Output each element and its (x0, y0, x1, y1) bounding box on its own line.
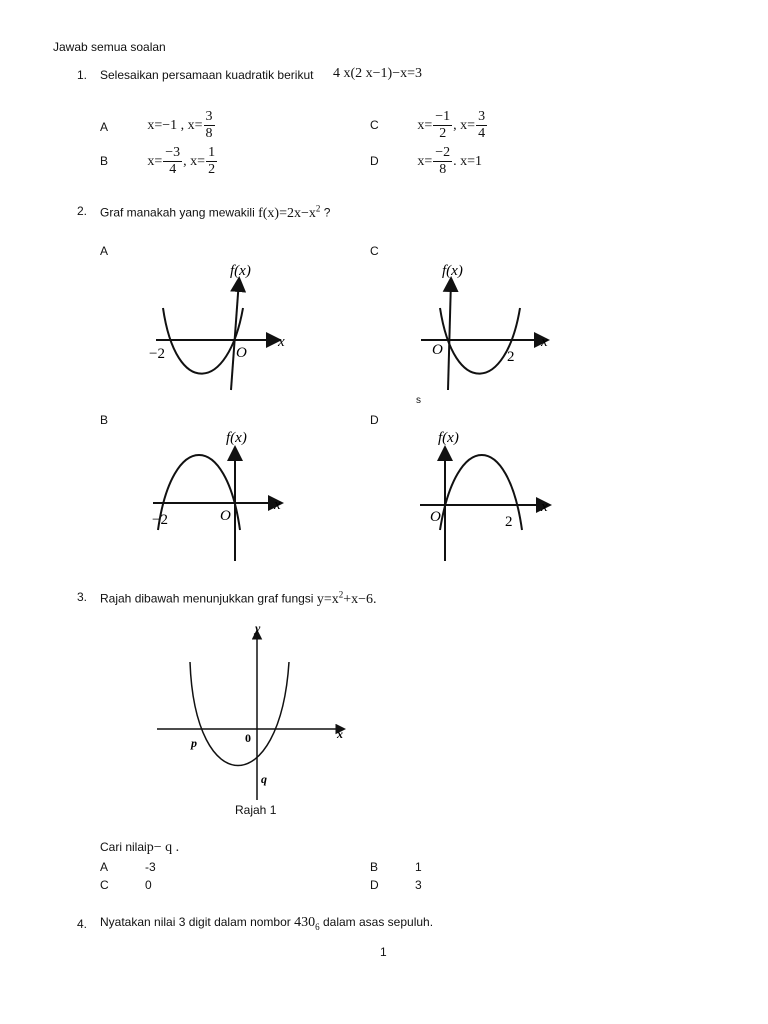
question-2-function: $f(x)=2x-x^2$ (258, 203, 321, 221)
graph-d (418, 425, 558, 565)
question-1-text: Selesaikan persamaan kuadratik berikut (100, 68, 314, 82)
graph-c (418, 258, 558, 393)
q1-option-b-label: B (100, 153, 109, 168)
diagram-y-label: y (255, 621, 261, 635)
question-3-text: Rajah dibawah menunjukkan graf fungsi $y=x^2+x-6$. (100, 589, 377, 607)
q1-option-b (100, 146, 218, 177)
q2-label-d: D (370, 413, 379, 427)
q2-label-c: C (370, 244, 379, 258)
graph-d-x-label: x (541, 499, 548, 515)
diagram-q-label: q (261, 772, 267, 786)
question-4-number-value: $430_6$ (294, 915, 320, 932)
graph-a-origin-label: O (236, 345, 247, 361)
stray-mark: s (416, 395, 421, 406)
graph-a-fx-label: f(x) (230, 263, 251, 279)
question-1-equation: 4 x(2 x−1)−x=3 (333, 66, 423, 81)
q3-option-a: A -3 (100, 860, 156, 874)
diagram-origin-label: 0 (245, 731, 251, 745)
q1-option-c (370, 110, 488, 141)
q2-label-b: B (100, 413, 109, 427)
q1-option-d-label: D (370, 153, 379, 168)
graph-d-origin-label: O (430, 509, 441, 525)
diagram-x-label: x (337, 727, 343, 741)
q1-option-b-math: x= $\frac{-3}{4}$ , x= $\frac{1}{2}$ (147, 145, 216, 177)
question-3-function: $y=x^2+x-6$. (316, 589, 377, 607)
q1-option-d-math: x= $\frac{-2}{8}$ . x=1 (417, 145, 483, 177)
q3-option-c: C 0 (100, 878, 152, 892)
graph-a-neg2-label: −2 (149, 346, 165, 362)
q1-option-d (370, 146, 482, 177)
diagram-p-label: p (191, 736, 197, 750)
graph-b-origin-label: O (220, 508, 231, 524)
graph-a-x-label: x (278, 334, 285, 350)
q1-option-c-math: x= $\frac{-1}{2}$ , x= $\frac{3}{4}$ (417, 109, 486, 141)
graph-a (148, 258, 293, 393)
q3-option-d: D 3 (370, 878, 422, 892)
graph-c-2-label: 2 (507, 349, 515, 365)
question-3-number: 3. (77, 590, 88, 604)
graph-b-x-label: x (274, 497, 281, 513)
rajah-1-caption: Rajah 1 (235, 803, 277, 817)
rajah-1-diagram (155, 620, 355, 800)
graph-d-fx-label: f(x) (438, 430, 459, 446)
graph-d-2-label: 2 (505, 514, 513, 530)
question-3-ask: Cari nilaip− q . (100, 840, 180, 855)
q1-option-a-label: A (100, 119, 109, 134)
graph-c-x-label: x (541, 334, 548, 350)
graph-b-neg2-label: −2 (152, 512, 168, 528)
q1-option-a (100, 110, 216, 141)
instruction-header: Jawab semua soalan (53, 40, 166, 54)
question-2-number: 2. (77, 204, 88, 218)
question-4-number: 4. (77, 917, 88, 931)
graph-b-fx-label: f(x) (226, 430, 247, 446)
q1-option-c-label: C (370, 117, 379, 132)
question-4-text: Nyatakan nilai 3 digit dalam nombor $430_6$ dalam asas sepuluh. (100, 915, 434, 932)
q1-option-a-math: x=−1 , x= $\frac{3}{8}$ (147, 109, 213, 141)
question-1-number: 1. (77, 68, 88, 82)
graph-b (148, 425, 293, 565)
page-number: 1 (380, 945, 387, 959)
graph-c-origin-label: O (432, 342, 443, 358)
graph-c-fx-label: f(x) (442, 263, 463, 279)
q2-label-a: A (100, 244, 109, 258)
q3-option-b: B 1 (370, 860, 422, 874)
question-2-text: Graf manakah yang mewakili $f(x)=2x-x^2$ ? (100, 203, 331, 221)
